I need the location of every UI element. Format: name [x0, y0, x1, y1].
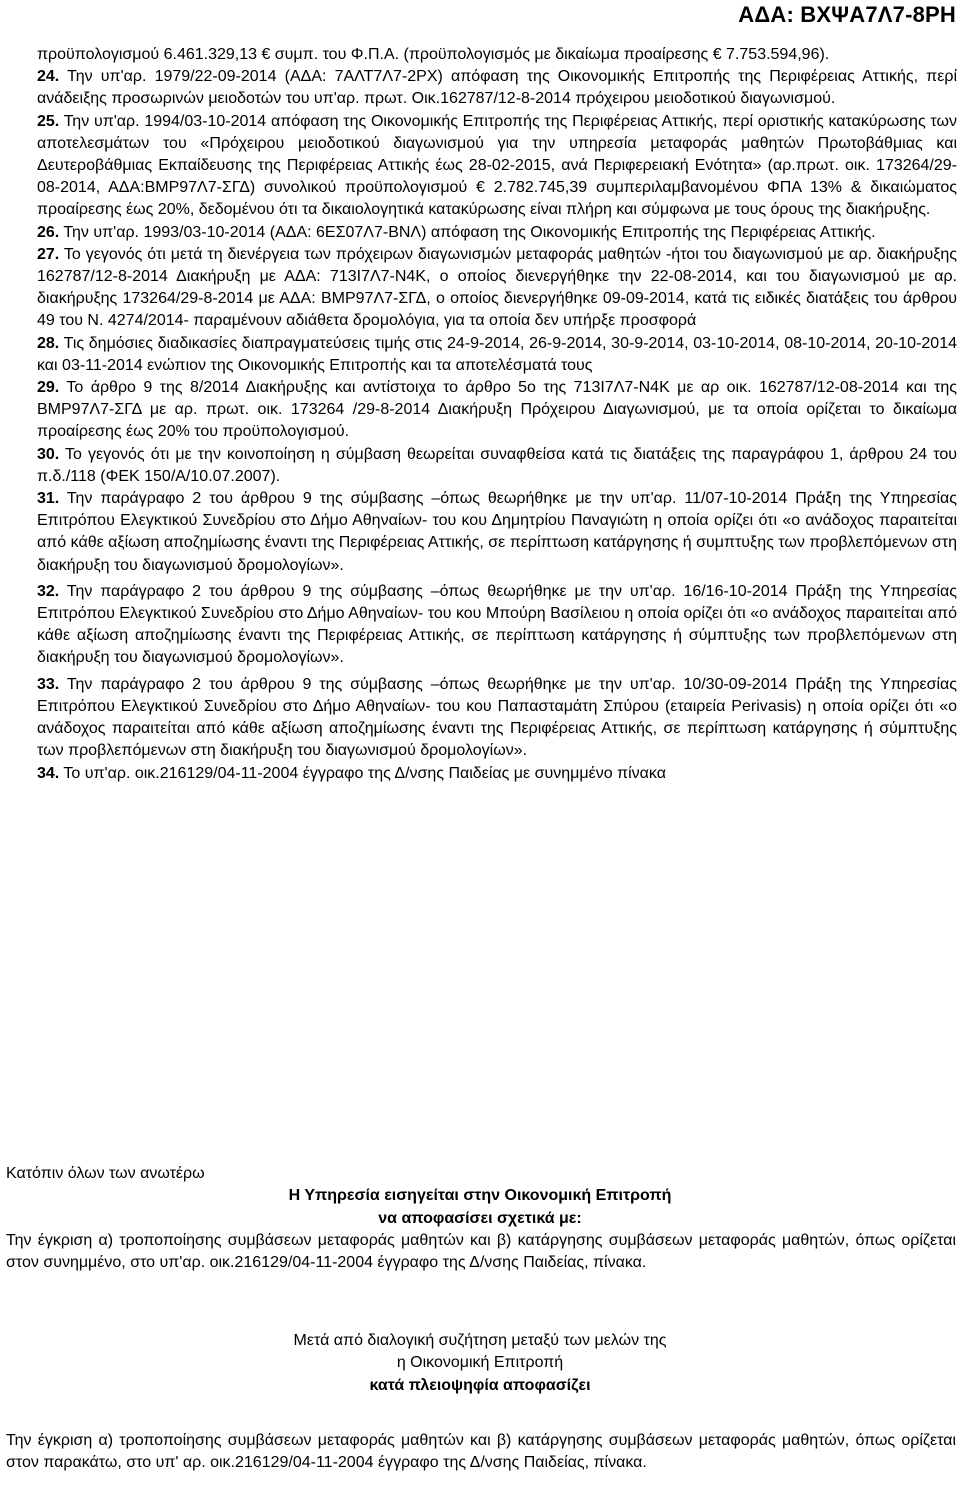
list-item	[37, 333, 957, 377]
item-number: 33.	[37, 675, 60, 693]
item-text: Την υπ'αρ. 1994/03-10-2014 απόφαση της Οικονομικής Επιτροπής της Περιφέρειας Αττικής, περί οριστικής κατακύρωσης των αποτελεσμάτων του «Πρόχειρου μειοδοτικού διαγωνισμού για την υπηρεσία μεταφοράς μαθητών Πρωτοβάθμιας και Δευτεροβάθμιας Εκπαίδευσης της Περιφέρειας Αττικής έως 28-02-2015, ανά Περιφερειακή Ενότητα» (αρ.πρωτ. οικ. 173264/29-08-2014, ΑΔΑ:ΒΜΡ97Λ7-ΣΓΔ) συνολικού προϋπολογισμού € 2.782.745,39 συμπεριλαμβανομένου ΦΠΑ 13% & δικαιώματος προαίρεσης έως 20%, δεδομένου ότι τα δικαιολογητικά κατακύρωσης είναι πλήρη και σύμφωνα με τους όρους της διακήρυξης.	[37, 112, 957, 219]
item-number: 32.	[37, 582, 60, 600]
list-item	[37, 44, 957, 66]
item-text: Το γεγονός ότι μετά τη διενέργεια των πρόχειρων διαγωνισμών μεταφοράς μαθητών -ήτοι του διαγωνισμού με αρ. διακήρυξης 162787/12-8-2014 Διακήρυξη με ΑΔΑ: 713Ι7Λ7-Ν4Κ, ο οποίος διενεργήθηκε την 22-08-2014, και του διαγωνισμού με αρ. διακήρυξης 173264/29-8-2014 με ΑΔΑ: ΒΜΡ97Λ7-ΣΓΔ, ο οποίος διενεργήθηκε 09-09-2014, κατά τις ειδικές διατάξεις του άρθρου 49 του Ν. 4274/2014- παραμένουν αδιάθετα δρομολόγια, για τα οποία δεν υπήρξε προσφορά	[37, 245, 958, 330]
service-recommends-heading: Η Υπηρεσία εισηγείται στην Οικονομική Επιτροπή	[288, 1187, 672, 1204]
discussion-line-2: η Οικονομική Επιτροπή	[396, 1354, 564, 1371]
proposal-text: Την έγκριση α) τροποποίησης συμβάσεων μεταφοράς μαθητών και β) κατάργησης συμβάσεων μεταφοράς μαθητών, όπως ορίζεται στον συνημμένο, στο υπ'αρ. οικ.216129/04-11-2004 έγγραφο της Δ/νσης Παιδείας, πίνακα.	[6, 1232, 956, 1272]
item-text: Το γεγονός ότι με την κοινοποίηση η σύμβαση θεωρείται συναφθείσα κατά τις διατάξεις της παραγράφου 1, άρθρου 24 του π.δ./118 (ΦΕΚ 150/Α/10.07.2007).	[37, 445, 958, 485]
list-item	[37, 674, 957, 763]
list-item	[37, 763, 957, 785]
list-item	[37, 111, 957, 222]
item-number: 24.	[37, 68, 60, 86]
numbered-list	[37, 44, 957, 785]
item-text: Το άρθρο 9 της 8/2014 Διακήρυξης και αντίστοιχα το άρθρο 5ο της 713Ι7Λ7-Ν4Κ με αρ οικ. 162787/12-08-2014 και της ΒΜΡ97Λ7-ΣΓΔ με αρ. πρωτ. οικ. 173264 /29-8-2014 Διακήρυξη Πρόχειρου Διαγωνισμού, με τα οποία ορίζεται το δικαίωμα προαίρεσης έως 20% του προϋπολογισμού.	[37, 379, 957, 441]
item-number: 25.	[37, 112, 60, 130]
after-all-text: Κατόπιν όλων των ανωτέρω	[6, 1165, 205, 1182]
list-item	[37, 581, 957, 670]
decide-heading: να αποφασίσει σχετικά με:	[378, 1210, 582, 1227]
list-item	[37, 66, 957, 110]
discussion-line-1: Μετά από διαλογική συζήτηση μεταξύ των μελών της	[293, 1332, 667, 1349]
list-item	[37, 244, 957, 333]
list-item	[37, 377, 957, 444]
item-text: Το υπ'αρ. οικ.216129/04-11-2004 έγγραφο της Δ/νσης Παιδείας με συνημμένο πίνακα	[63, 764, 666, 782]
list-item	[37, 222, 957, 244]
list-item	[37, 488, 957, 577]
decision-text: Την έγκριση α) τροποποίησης συμβάσεων μεταφοράς μαθητών και β) κατάργησης συμβάσεων μεταφοράς μαθητών, όπως ορίζεται στον παρακάτω, στο υπ' αρ. οικ.216129/04-11-2004 έγγραφο της Δ/νσης Παιδείας, πίνακα.	[6, 1432, 956, 1472]
item-number: 34.	[37, 764, 60, 782]
ada-code: ΑΔΑ: ΒΧΨΑ7Λ7-8ΡΗ	[738, 2, 956, 27]
item-text: Την παράγραφο 2 του άρθρου 9 της σύμβασης –όπως θεωρήθηκε με την υπ'αρ. 16/16-10-2014 Πράξη της Υπηρεσίας Επιτρόπου Ελεγκτικού Συνεδρίου στο Δήμο Αθηναίων- του κου Μπούρη Βασίλειου η οποία ορίζει ότι «ο ανάδοχος παραιτείται από κάθε αξίωση αποζημίωσης έναντι της Περιφέρειας Αττικής, σε περίπτωση κατάργησης ή σύμπτυξης των προβλεπόμενων στη διακήρυξη του διαγωνισμού δρομολογίων».	[37, 582, 958, 667]
item-text: Την υπ'αρ. 1979/22-09-2014 (ΑΔΑ: 7ΑΛΤ7Λ7-2ΡΧ) απόφαση της Οικονομικής Επιτροπής της Περιφέρειας Αττικής, περί ανάδειξης προσωρινών μειοδοτών του υπ'αρ. πρωτ. Οικ.162787/12-8-2014 πρόχειρου μειοδοτικού διαγωνισμού.	[37, 68, 957, 108]
item-number: 31.	[37, 490, 60, 508]
item-text: Την παράγραφο 2 του άρθρου 9 της σύμβασης –όπως θεωρήθηκε με την υπ'αρ. 10/30-09-2014 Πράξη της Υπηρεσίας Επιτρόπου Ελεγκτικού Συνεδρίου στο Δήμο Αθηναίων- του κου Παπασταμάτη Σπύρου (εταιρεία Perivasis) η οποία ορίζει ότι «ο ανάδοχος παραιτείται από κάθε αξίωση αποζημίωσης έναντι της Περιφέρειας Αττικής, σε περίπτωση κατάργησης ή σύμπτυξης των προβλεπόμενων στη διακήρυξη του διαγωνισμού δρομολογίων».	[37, 675, 958, 760]
item-number: 30.	[37, 445, 60, 463]
majority-heading: κατά πλειοψηφία αποφασίζει	[369, 1377, 591, 1394]
item-text: Την υπ'αρ. 1993/03-10-2014 (ΑΔΑ: 6ΕΣ07Λ7-ΒΝΛ) απόφαση της Οικονομικής Επιτροπής της Περιφέρειας Αττικής.	[63, 223, 876, 241]
list-item	[37, 444, 957, 488]
item-text: Την παράγραφο 2 του άρθρου 9 της σύμβασης –όπως θεωρήθηκε με την υπ'αρ. 11/07-10-2014 Πράξη της Υπηρεσίας Επιτρόπου Ελεγκτικού Συνεδρίου στο Δήμο Αθηναίων- του κου Δημητρίου Παναγιώτη η οποία ορίζει ότι «ο ανάδοχος παραιτείται από κάθε αξίωση αποζημίωσης έναντι της Περιφέρειας Αττικής, σε περίπτωση κατάργησης ή συμπτυξης των προβλεπόμενων στη διακήρυξη του διαγωνισμού δρομολογίων».	[37, 490, 958, 574]
item-text: προϋπολογισμού 6.461.329,13 € συμπ. του Φ.Π.Α. (προϋπολογισμός με δικαίωμα προαίρεσης € 7.753.594,96).	[37, 46, 830, 63]
item-number: 29.	[37, 379, 60, 397]
item-number: 27.	[37, 245, 60, 263]
item-number: 26.	[37, 223, 60, 241]
item-number: 28.	[37, 334, 60, 352]
item-text: Τις δημόσιες διαδικασίες διαπραγματεύσεις τιμής στις 24-9-2014, 26-9-2014, 30-9-2014, 03-10-2014, 08-10-2014, 20-10-2014 και 03-11-2014 ενώπιον της Οικονομικής Επιτροπής και τα αποτελέσματά τους	[37, 334, 958, 374]
